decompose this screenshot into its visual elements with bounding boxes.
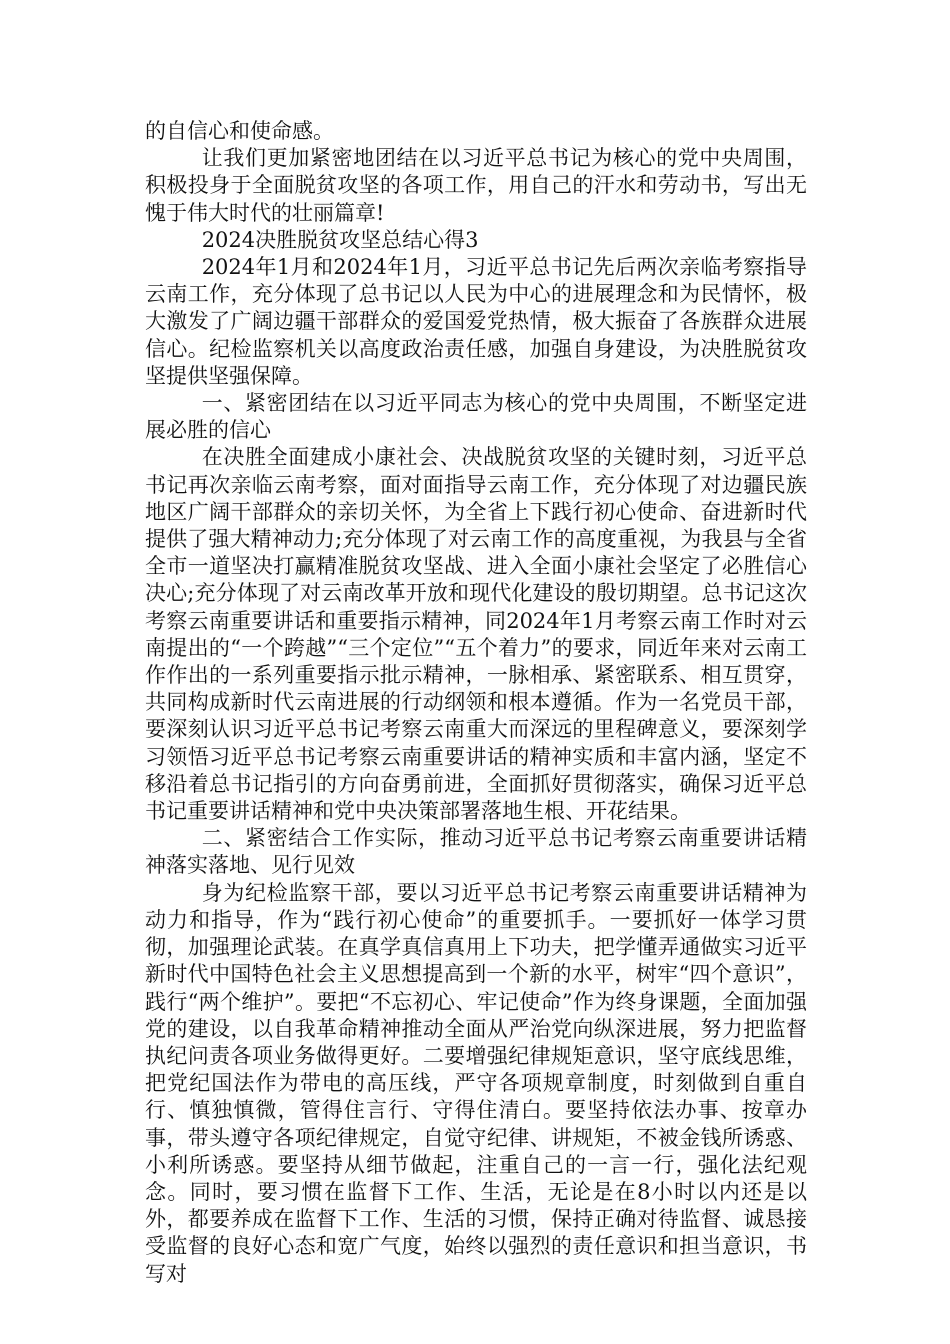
paragraph-overview: 2024年1月和2024年1月，习近平总书记先后两次亲临考察指导云南工作，充分体现了总书记以人民为中心的进展理念和为民情怀，极大激发了广阔边疆干部群众的爱国爱党热情，极大振奋了各族群众进展信心。纪检监察机关以高度政治责任感，加强自身建设，为决胜脱贫攻坚提供坚强保障。: [145, 255, 807, 388]
paragraph-call-to-action: 让我们更加紧密地团结在以习近平总书记为核心的党中央周围，积极投身于全面脱贫攻坚的各项工作，用自己的汗水和劳动书，写出无愧于伟大时代的壮丽篇章!: [145, 146, 807, 225]
section-title: 2024决胜脱贫攻坚总结心得3: [201, 227, 479, 252]
paragraph-part-one: 在决胜全面建成小康社会、决战脱贫攻坚的关键时刻，习近平总书记再次亲临云南考察，面对面指导云南工作，充分体现了对边疆民族地区广阔干部群众的亲切关怀，为全省上下践行初心使命、奋进新时代提供了强大精神动力;充分体现了对云南工作的高度重视，为我县与全省全市一道坚决打赢精准脱贫攻坚战、进入全面小康社会坚定了必胜信心决心;充分体现了对云南改革开放和现代化建设的殷切期望。总书记这次考察云南重要讲话和重要指示精神，同2024年1月考察云南工作时对云南提出的“一个跨越”“三个定位”“五个着力”的要求，同近年来对云南工作作出的一系列重要指示批示精神，一脉相承、紧密联系、相互贯穿，共同构成新时代云南进展的行动纲领和根本遵循。作为一名党员干部，要深刻认识习近平总书记考察云南重大而深远的里程碑意义，要深刻学习领悟习近平总书记考察云南重要讲话的精神实质和丰富内涵，坚定不移沿着总书记指引的方向奋勇前进，全面抓好贯彻落实，确保习近平总书记重要讲话精神和党中央决策部署落地生根、开花结果。: [145, 445, 807, 824]
paragraph-intro-end: 的自信心和使命感。: [145, 119, 334, 143]
heading-part-one: 一、紧密团结在以习近平同志为核心的党中央周围，不断坚定进展必胜的信心: [145, 391, 807, 443]
paragraph-part-two: 身为纪检监察干部，要以习近平总书记考察云南重要讲话精神为动力和指导，作为“践行初心使命”的重要抓手。一要抓好一体学习贯彻，加强理论武装。在真学真信真用上下功夫，把学懂弄通做实习近平新时代中国特色社会主义思想提高到一个新的水平，树牢“四个意识”，践行“两个维护”。要把“不忘初心、牢记使命”作为终身课题，全面加强党的建设，以自我革命精神推动全面从严治党向纵深进展，努力把监督执纪问责各项业务做得更好。二要增强纪律规矩意识，坚守底线思维，把党纪国法作为带电的高压线，严守各项规章制度，时刻做到自重自行、慎独慎微，管得住言行、守得住清白。要坚持依法办事、按章办事，带头遵守各项纪律规定，自觉守纪律、讲规矩，不被金钱所诱惑、小利所诱惑。要坚持从细节做起，注重自己的一言一行，强化法纪观念。同时，要习惯在监督下工作、生活，无论是在8小时以内还是以外，都要养成在监督下工作、生活的习惯，保持正确对待监督、诚恳接受监督的良好心态和宽广气度，始终以强烈的责任意识和担当意识，书写对: [145, 880, 807, 1286]
document-body: [145, 118, 807, 1288]
heading-part-two: 二、紧密结合工作实际，推动习近平总书记考察云南重要讲话精神落实落地、见行见效: [145, 826, 807, 878]
